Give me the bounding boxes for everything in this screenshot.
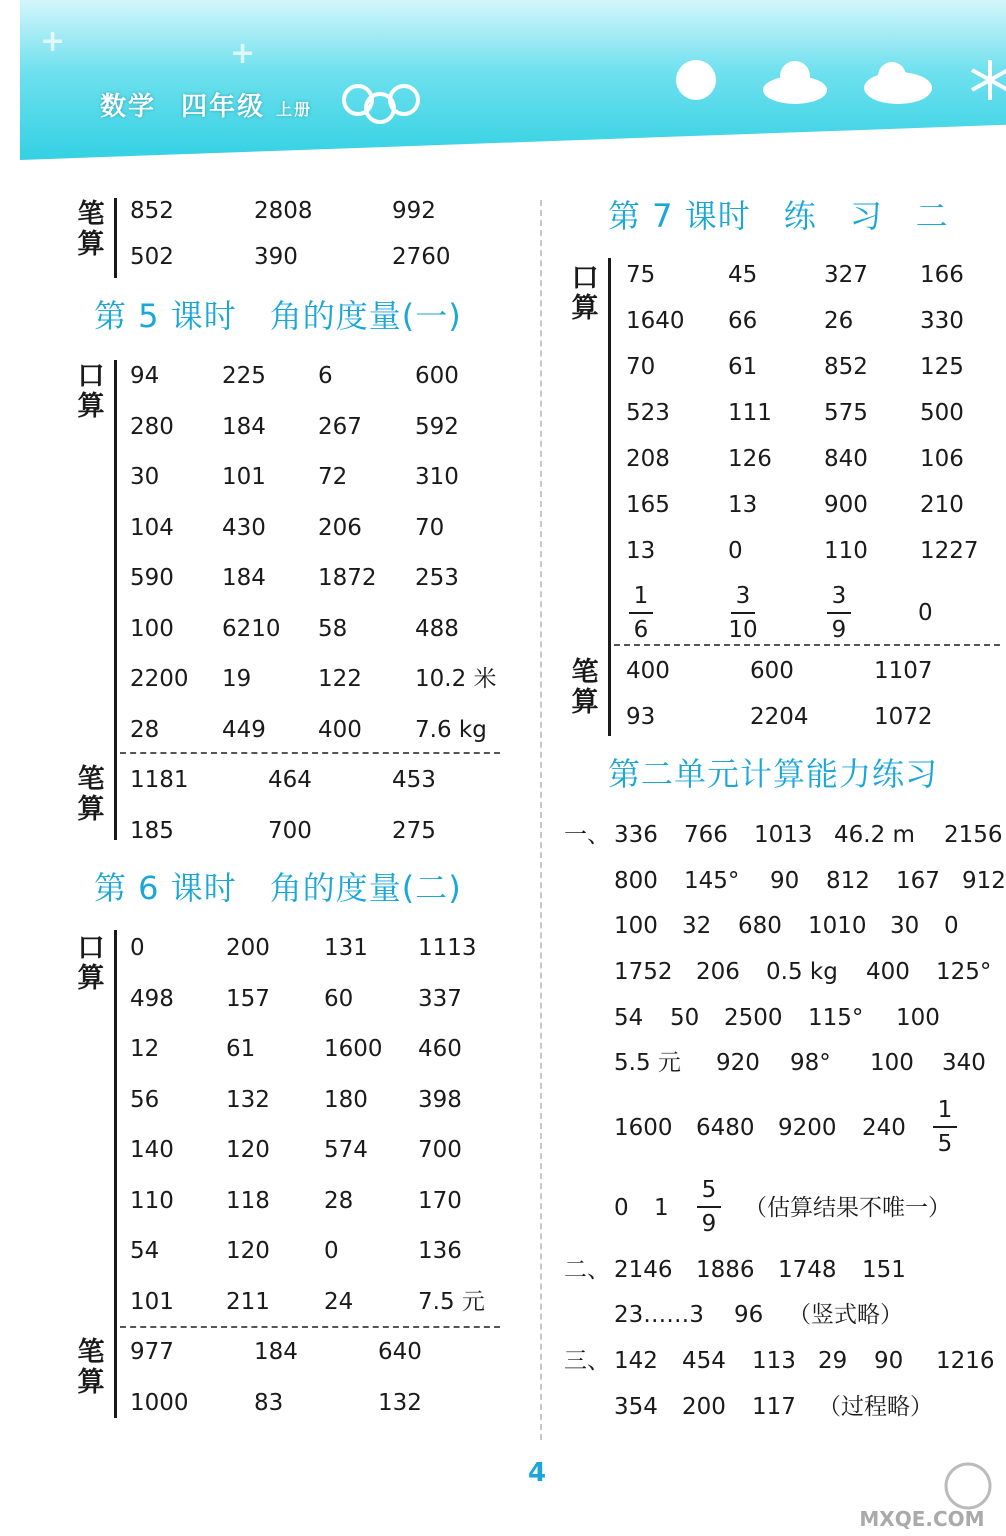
answer-value: 61	[226, 1036, 256, 1062]
answer-value: 6	[318, 363, 333, 389]
answer-value: 640	[378, 1339, 422, 1365]
answer-value: 83	[254, 1389, 284, 1416]
answer-value: 24	[324, 1288, 354, 1315]
answer-value: 488	[415, 615, 459, 642]
answer-value: 454	[682, 1348, 726, 1374]
answer-value: 840	[824, 446, 868, 472]
answer-value: 700	[268, 817, 312, 844]
answer-value: 60	[324, 985, 354, 1012]
answer-value: 5.5 元	[614, 1050, 681, 1076]
answer-value: 126	[728, 446, 772, 472]
note-text: （估算结果不唯一）	[744, 1195, 951, 1221]
answer-value: （过程略）	[818, 1394, 933, 1420]
answer-value: 0	[944, 913, 959, 939]
answer-value: 208	[626, 446, 670, 472]
answer-value: 96	[734, 1302, 764, 1328]
answer-value: 104	[130, 514, 174, 541]
answer-value: 100	[870, 1050, 914, 1076]
answer-value: 2500	[724, 1005, 783, 1031]
fraction-denominator: 9	[831, 617, 847, 643]
answer-value: 131	[324, 935, 368, 961]
answer-value: 7.6 kg	[415, 716, 487, 743]
fraction	[694, 1176, 724, 1238]
answer-value: 157	[226, 985, 270, 1012]
answer-value: 2146	[614, 1257, 673, 1283]
answer-value: 225	[222, 363, 266, 389]
answer-value: 700	[418, 1137, 462, 1163]
answer-value: 185	[130, 817, 174, 844]
fraction	[728, 582, 758, 644]
answer-value: 29	[818, 1348, 848, 1374]
answer-value: 166	[920, 262, 964, 288]
answer-value: 920	[716, 1050, 760, 1076]
column-separator	[540, 200, 542, 1440]
label-bisuan: 笔算	[77, 1337, 105, 1398]
label-bisuan: 笔算	[571, 657, 599, 718]
answer-value: 1	[654, 1195, 669, 1221]
answer-value: 66	[728, 308, 758, 334]
unit2-title: 第二单元计算能力练习	[608, 755, 939, 793]
answer-value: 70	[415, 514, 445, 541]
answer-value: 502	[130, 244, 174, 270]
answer-value: 0	[324, 1238, 339, 1264]
answer-value: 54	[130, 1238, 160, 1264]
answer-value: 900	[824, 492, 868, 518]
answer-value: 523	[626, 400, 670, 426]
section-marker: 二、	[564, 1257, 610, 1283]
label-kousuan: 口算	[571, 263, 599, 324]
weather-decoration	[670, 50, 1006, 120]
answer-value: 61	[728, 354, 758, 380]
answer-value: 200	[226, 935, 270, 961]
answer-value: 200	[682, 1394, 726, 1420]
answer-value: 6210	[222, 615, 281, 642]
answer-value: 115°	[808, 1005, 864, 1031]
answer-value: 28	[324, 1187, 354, 1214]
answer-value: 184	[254, 1339, 298, 1365]
answer-value: 0	[918, 600, 933, 626]
lesson5-bracket	[114, 360, 117, 840]
page-number: 4	[528, 1458, 547, 1488]
answer-value: 354	[614, 1394, 658, 1420]
answer-value: 206	[696, 959, 740, 985]
answer-value: 1216	[936, 1348, 995, 1374]
answer-value: 145°	[684, 868, 740, 894]
answer-value: 766	[684, 822, 728, 848]
bisuan-bracket	[114, 198, 117, 278]
answer-value: 180	[324, 1086, 368, 1113]
answer-value: 2204	[750, 704, 809, 730]
answer-value: 592	[415, 413, 459, 440]
cloud-sun-icon	[763, 61, 827, 104]
answer-value: 800	[614, 868, 658, 894]
answer-value: 852	[130, 198, 174, 224]
fraction-denominator: 5	[937, 1131, 953, 1157]
answer-value: 50	[670, 1005, 700, 1031]
answer-value: 111	[728, 400, 772, 426]
answer-value: 400	[626, 658, 670, 684]
answer-value: 498	[130, 985, 174, 1012]
answer-value: 75	[626, 262, 656, 288]
answer-value: 1010	[808, 913, 867, 939]
answer-value: 10.2 米	[415, 666, 497, 692]
answer-value: 590	[130, 565, 174, 591]
answer-value: 330	[920, 308, 964, 334]
answer-value: 1227	[920, 538, 979, 564]
answer-value: 58	[318, 615, 348, 642]
answer-value: 101	[222, 464, 266, 490]
fraction-denominator: 10	[728, 617, 758, 643]
snowflake-icon	[972, 60, 1006, 100]
book-title	[100, 86, 312, 123]
answer-value: 1107	[874, 658, 933, 684]
answer-value: 167	[896, 868, 940, 894]
answer-value: 0.5 kg	[766, 959, 838, 985]
fraction-numerator: 1	[633, 583, 649, 609]
grade-label: 四年级	[181, 92, 266, 122]
answer-value: 327	[824, 262, 868, 288]
answer-value: 992	[392, 198, 436, 224]
answer-value: 120	[226, 1137, 270, 1163]
fraction	[626, 582, 656, 644]
answer-value: 253	[415, 565, 459, 591]
answer-value: 977	[130, 1339, 174, 1365]
answer-value: 118	[226, 1187, 270, 1214]
answer-value: 240	[862, 1115, 906, 1141]
answer-value: 1600	[614, 1115, 673, 1141]
answer-value: 12	[130, 1036, 160, 1062]
answer-value: 390	[254, 244, 298, 270]
answer-value: 23……3	[614, 1302, 704, 1328]
answer-value: 184	[222, 413, 266, 440]
plus-decoration: +	[230, 36, 256, 71]
answer-value: 46.2 m	[834, 822, 915, 848]
answer-value: 132	[378, 1389, 422, 1416]
answer-value: 110	[130, 1187, 174, 1214]
answer-value: 340	[942, 1050, 986, 1076]
answer-value: 30	[130, 464, 160, 490]
answer-value: 460	[418, 1036, 462, 1062]
answer-value: 1748	[778, 1257, 837, 1283]
label-bisuan: 笔算	[77, 199, 105, 260]
answer-value: 310	[415, 464, 459, 490]
lesson6-title: 第 6 课时 角的度量(二)	[94, 869, 462, 907]
fraction-numerator: 5	[701, 1177, 717, 1203]
answer-value: 1000	[130, 1389, 189, 1416]
answer-value: 19	[222, 666, 252, 692]
lesson5-title: 第 5 课时 角的度量(一)	[94, 297, 462, 335]
answer-value: 398	[418, 1086, 462, 1113]
answer-value: 106	[920, 446, 964, 472]
answer-value: 151	[862, 1257, 906, 1283]
answer-value: 2200	[130, 666, 189, 692]
answer-value: 1013	[754, 822, 813, 848]
answer-value: 122	[318, 666, 362, 692]
fraction-numerator: 1	[937, 1097, 953, 1123]
answer-value: 600	[415, 363, 459, 389]
answer-value: 30	[890, 913, 920, 939]
label-kousuan: 口算	[77, 361, 105, 422]
answer-value: 912	[962, 868, 1006, 894]
watermark-text: MXQE.COM	[859, 1507, 985, 1530]
answer-value: 54	[614, 1005, 644, 1031]
answer-value: 449	[222, 716, 266, 743]
section-marker: 一、	[564, 822, 610, 848]
answer-value: 90	[770, 868, 800, 894]
answer-value: 1113	[418, 935, 477, 961]
subject-label: 数学	[100, 92, 157, 122]
answer-value: 125°	[936, 959, 992, 985]
answer-value: 9200	[778, 1115, 837, 1141]
answer-value: 110	[824, 538, 868, 564]
label-bisuan: 笔算	[77, 764, 105, 825]
answer-value: 132	[226, 1086, 270, 1113]
fraction	[930, 1096, 960, 1158]
answer-value: 28	[130, 716, 160, 743]
answer-value: 812	[826, 868, 870, 894]
answer-value: 1640	[626, 308, 685, 334]
answer-value: 336	[614, 822, 658, 848]
answer-value: 7.5 元	[418, 1288, 485, 1315]
answer-value: 13	[728, 492, 758, 518]
answer-value: 93	[626, 704, 656, 730]
answer-value: 72	[318, 464, 348, 490]
answer-value: 400	[318, 716, 362, 743]
plus-decoration: +	[40, 24, 66, 59]
label-kousuan: 口算	[77, 933, 105, 994]
answer-value: 6480	[696, 1115, 755, 1141]
answer-value: 1886	[696, 1257, 755, 1283]
answer-value: 1600	[324, 1036, 383, 1062]
answer-value: 0	[130, 935, 145, 961]
fraction-numerator: 3	[735, 583, 751, 609]
answer-value: 101	[130, 1288, 174, 1315]
divider-dashed	[120, 752, 500, 754]
answer-value: 2760	[392, 244, 451, 270]
answer-value: 165	[626, 492, 670, 518]
section-marker: 三、	[564, 1348, 610, 1374]
answer-value: 210	[920, 492, 964, 518]
answer-value: 464	[268, 767, 312, 793]
answer-value: 100	[896, 1005, 940, 1031]
answer-value: 430	[222, 514, 266, 541]
answer-value: 1872	[318, 565, 377, 591]
answer-value: 267	[318, 413, 362, 440]
answer-value: 211	[226, 1288, 270, 1315]
answer-value: 120	[226, 1238, 270, 1264]
answer-value: 184	[222, 565, 266, 591]
divider-dashed	[120, 1326, 500, 1328]
fraction-numerator: 3	[831, 583, 847, 609]
answer-value: 206	[318, 514, 362, 541]
answer-value: 32	[682, 913, 712, 939]
answer-value: 170	[418, 1187, 462, 1214]
cloud-icon	[864, 62, 932, 104]
lesson7-bracket	[608, 258, 611, 736]
answer-value: 94	[130, 363, 160, 389]
answer-value: 70	[626, 354, 656, 380]
answer-value: 337	[418, 985, 462, 1012]
answer-value: 453	[392, 767, 436, 793]
answer-value: 100	[130, 615, 174, 642]
answer-value: 45	[728, 262, 758, 288]
answer-value: 0	[614, 1195, 629, 1221]
answer-value: （竖式略）	[788, 1302, 903, 1328]
lesson7-title: 第 7 课时 练 习 二	[608, 197, 949, 235]
answer-value: 98°	[790, 1050, 831, 1076]
answer-value: 113	[752, 1348, 796, 1374]
answer-value: 574	[324, 1137, 368, 1163]
divider-dashed	[614, 644, 1000, 646]
answer-value: 1072	[874, 704, 933, 730]
answer-value: 1752	[614, 959, 673, 985]
answer-value: 280	[130, 413, 174, 440]
answer-value: 600	[750, 658, 794, 684]
fraction-denominator: 9	[701, 1211, 717, 1237]
fraction	[824, 582, 854, 644]
watermark-logo	[842, 1460, 1002, 1530]
answer-value: 142	[614, 1348, 658, 1374]
answer-value: 0	[728, 538, 743, 564]
answer-value: 26	[824, 308, 854, 334]
answer-value: 136	[418, 1238, 462, 1264]
answer-value: 1181	[130, 767, 189, 793]
answer-value: 90	[874, 1348, 904, 1374]
answer-value: 13	[626, 538, 656, 564]
answer-value: 852	[824, 354, 868, 380]
answer-value: 100	[614, 913, 658, 939]
volume-label: 上册	[276, 100, 313, 119]
answer-value: 275	[392, 817, 436, 844]
answer-value: 125	[920, 354, 964, 380]
answer-value: 500	[920, 400, 964, 426]
fraction-denominator: 6	[633, 617, 649, 643]
answer-value: 575	[824, 400, 868, 426]
answer-value: 2156	[944, 822, 1003, 848]
lesson6-bracket	[114, 930, 117, 1418]
answer-value: 680	[738, 913, 782, 939]
answer-value: 2808	[254, 198, 313, 224]
answer-value: 400	[866, 959, 910, 985]
answer-value: 56	[130, 1086, 160, 1113]
answer-value: 140	[130, 1137, 174, 1163]
rings-icon	[338, 78, 428, 128]
answer-value: 117	[752, 1394, 796, 1420]
